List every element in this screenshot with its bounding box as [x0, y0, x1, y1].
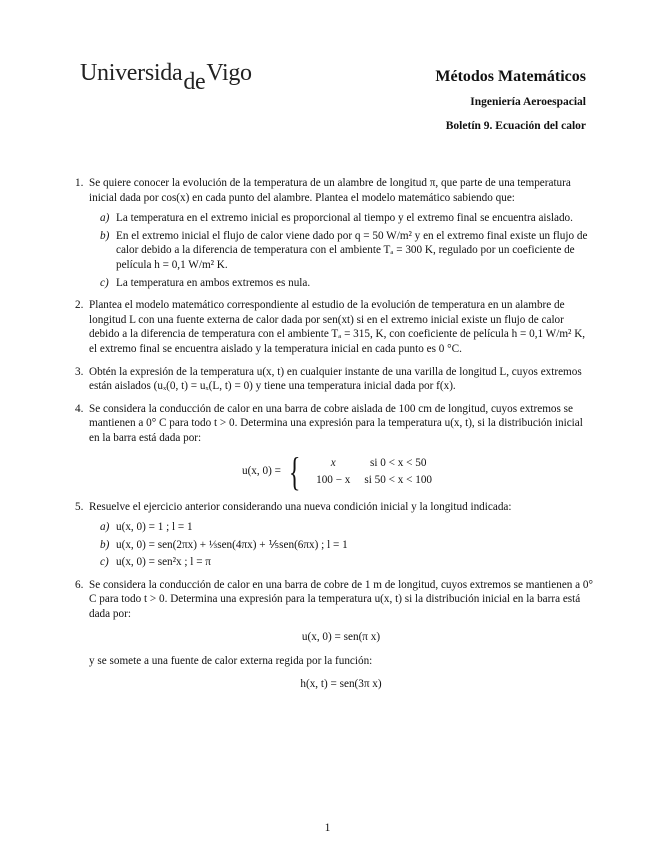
- sub-item-label: b): [100, 229, 110, 242]
- exercise-3: [70, 365, 593, 394]
- exercise-text: Se considera la conducción de calor en una barra de cobre aislada de 100 cm de longitud, cuyos extremos se mantienen a 0° C para todo t > 0. Determina una expresión para la temperatura u(x, t), si la distribución inicial en la barra está dada por:: [89, 402, 583, 444]
- sub-item-text: La temperatura en ambos extremos es nula.: [116, 276, 311, 289]
- logo-text-de: de: [183, 69, 206, 95]
- exercise-2: [70, 298, 593, 356]
- sub-item-text: u(x, 0) = sen(2πx) + ⅓sen(4πx) + ⅕sen(6πx) ; l = 1: [116, 538, 348, 551]
- exercise-5: [70, 500, 593, 570]
- sub-item-text: u(x, 0) = sen²x ; l = π: [116, 556, 211, 569]
- page-number: 1: [324, 822, 331, 834]
- exercise-1: [70, 176, 593, 290]
- exercise-list-container: [70, 176, 593, 701]
- case-expr: x: [330, 456, 336, 469]
- exercise-number: 5.: [75, 500, 84, 513]
- bulletin-title: Boletín 9. Ecuación del calor: [445, 120, 586, 132]
- exercise-text: Se considera la conducción de calor en una barra de cobre de 1 m de longitud, cuyos extremos se mantienen a 0° C para todo t > 0. Determina una expresión para la temperatura u(x, t) si la distribución inicial en la barra está dada por:: [89, 578, 594, 621]
- exercise-list: [70, 176, 593, 691]
- exercise-number: 4.: [75, 402, 84, 415]
- exercise-number: 1.: [75, 177, 84, 189]
- sub-item-text: En el extremo inicial el flujo de calor viene dado por q = 50 W/m² y en el extremo final existe un flujo de calor debido a la diferencia de temperatura con el ambiente Tₐ = 300 K, regulado por un coeficiente de película h = 0,1 W/m² K.: [116, 229, 588, 271]
- exercise-text: Obtén la expresión de la temperatura u(x, t) en cualquier instante de una varilla de longitud L, cuyos extremos están aislados (uₓ(0, t) = uₓ(L, t) = 0) y tiene una temperatura inicial dada por f(x).: [89, 365, 582, 393]
- exercise-number: 6.: [75, 578, 84, 591]
- degree-name: Ingeniería Aeroespacial: [470, 96, 586, 108]
- logo-text-vigo: Vigo: [206, 60, 252, 86]
- sub-list: [89, 211, 593, 290]
- exercise-number: 2.: [75, 299, 84, 312]
- case-cond: si 0 < x < 50: [369, 456, 427, 469]
- exercise-6: [70, 578, 593, 692]
- sub-item-label: c): [100, 276, 109, 289]
- initial-condition-equation: u(x, 0) = sen(π x): [301, 630, 381, 643]
- sub-item: [89, 538, 593, 553]
- equation-lhs: u(x, 0) =: [241, 465, 281, 478]
- sub-item: [89, 520, 593, 535]
- sub-item: [89, 276, 593, 291]
- sub-item-text: u(x, 0) = 1 ; l = 1: [116, 521, 193, 534]
- sub-item: [89, 555, 593, 570]
- exercise-number: 3.: [75, 365, 84, 378]
- exercise-text-continued: y se somete a una fuente de calor externa regida por la función:: [89, 655, 373, 668]
- sub-item-label: c): [100, 556, 109, 569]
- piecewise-equation: [89, 448, 593, 494]
- case-row: [310, 473, 438, 488]
- case-row: [310, 456, 438, 471]
- heat-source-equation: h(x, t) = sen(3π x): [300, 677, 382, 690]
- course-title: Métodos Matemáticos: [435, 68, 586, 85]
- sub-item-label: a): [100, 521, 110, 534]
- case-cond: si 50 < x < 100: [364, 473, 433, 486]
- university-logo: [80, 60, 252, 95]
- exercise-4: [70, 402, 593, 494]
- logo-text-universidad: Universida: [80, 60, 183, 86]
- sub-item: [89, 229, 593, 273]
- sub-list: [89, 520, 593, 570]
- exercise-text: Resuelve el ejercicio anterior considerando una nueva condición inicial y la longitud indicada:: [89, 500, 512, 513]
- exercise-text: Se quiere conocer la evolución de la temperatura de un alambre de longitud π, que parte de una temperatura inicial dada por cos(x) en cada punto del alambre. Plantea el modelo matemático sabiendo que:: [89, 177, 571, 204]
- case-expr: 100 − x: [316, 473, 351, 486]
- sub-item: [89, 211, 593, 226]
- exercise-text: Plantea el modelo matemático correspondiente al estudio de la evolución de temperatura en un alambre de longitud L con una fuente externa de calor dada por sen(xt) si en el extremo inicial existe un flujo de calor debido a la diferencia de temperatura con el ambiente Tₐ = 315, K, con coeficiente de película h = 0,1 W/m² K, el extremo final se encuentra aislado y la temperatura inicial en cada punto es 0 °C.: [89, 299, 586, 355]
- cases-table: [308, 454, 440, 489]
- left-brace-icon: {: [288, 448, 301, 494]
- sub-item-label: a): [100, 212, 110, 225]
- sub-item-text: La temperatura en el extremo inicial es proporcional al tiempo y el extremo final se encuentra aislado.: [116, 212, 573, 225]
- sub-item-label: b): [100, 538, 110, 551]
